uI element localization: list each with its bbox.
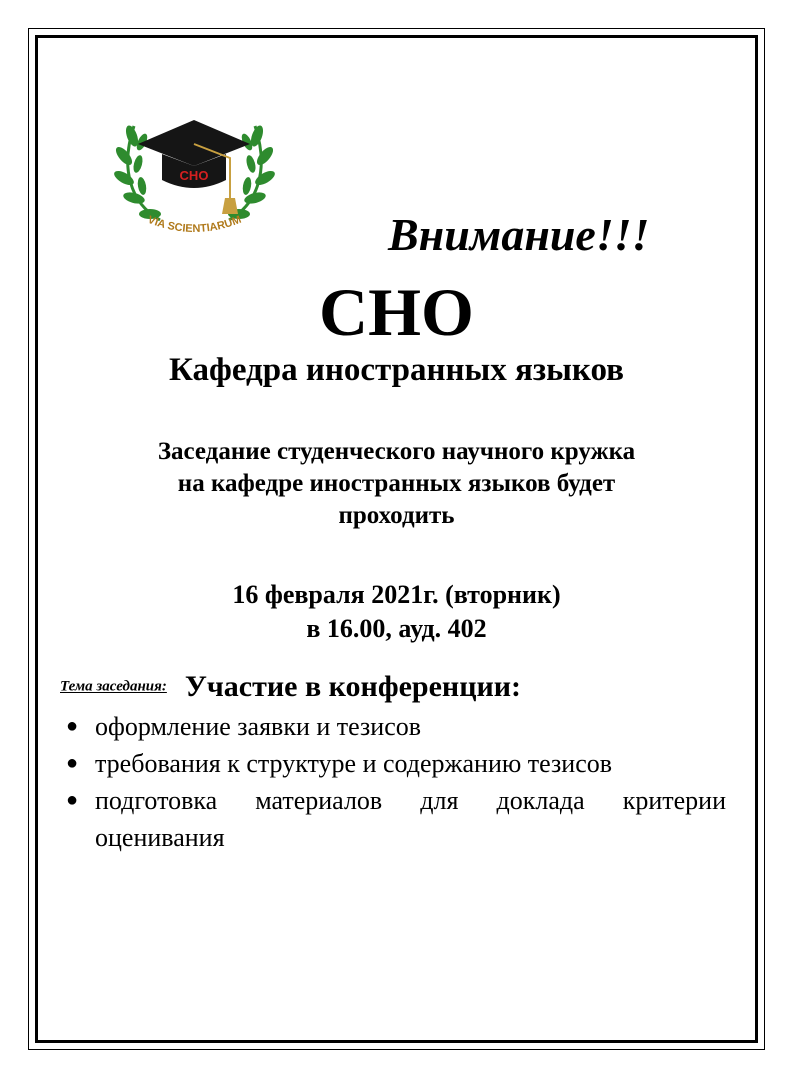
meeting-time-room: в 16.00, ауд. 402 [306,614,487,643]
bullet-icon: ● [66,789,79,811]
list-item-text: подготовка материалов для доклада критерии оценивания [95,786,726,852]
attention-heading: Внимание!!! [388,209,650,260]
topic-list [66,708,726,856]
list-item-text: требования к структуре и содержанию тезисов [95,749,613,778]
announcement-line: Заседание студенческого научного кружка [157,438,636,465]
topic-row [60,670,521,704]
announcement-line: на кафедре иностранных языков будет [177,470,616,497]
list-item [66,782,726,856]
bullet-icon: ● [66,752,79,774]
graduation-cap-icon [138,120,250,214]
meeting-datetime [0,578,793,646]
org-title: СНО [319,274,474,350]
list-item [66,745,726,782]
list-item [66,708,726,745]
list-item-text: оформление заявки и тезисов [95,712,422,741]
topic-label: Тема заседания: [60,678,167,695]
meeting-date: 16 февраля 2021г. (вторник) [232,580,561,609]
logo-abbr: СНО [179,168,209,183]
topic-title: Участие в конференции: [184,670,522,703]
announcement-text [60,436,733,532]
department-title: Кафедра иностранных языков [169,352,624,388]
logo-motto: VIA SCIENTIARUM [145,213,243,236]
bullet-icon: ● [66,715,79,737]
announcement-line: проходить [338,502,455,529]
sno-logo [112,98,277,253]
